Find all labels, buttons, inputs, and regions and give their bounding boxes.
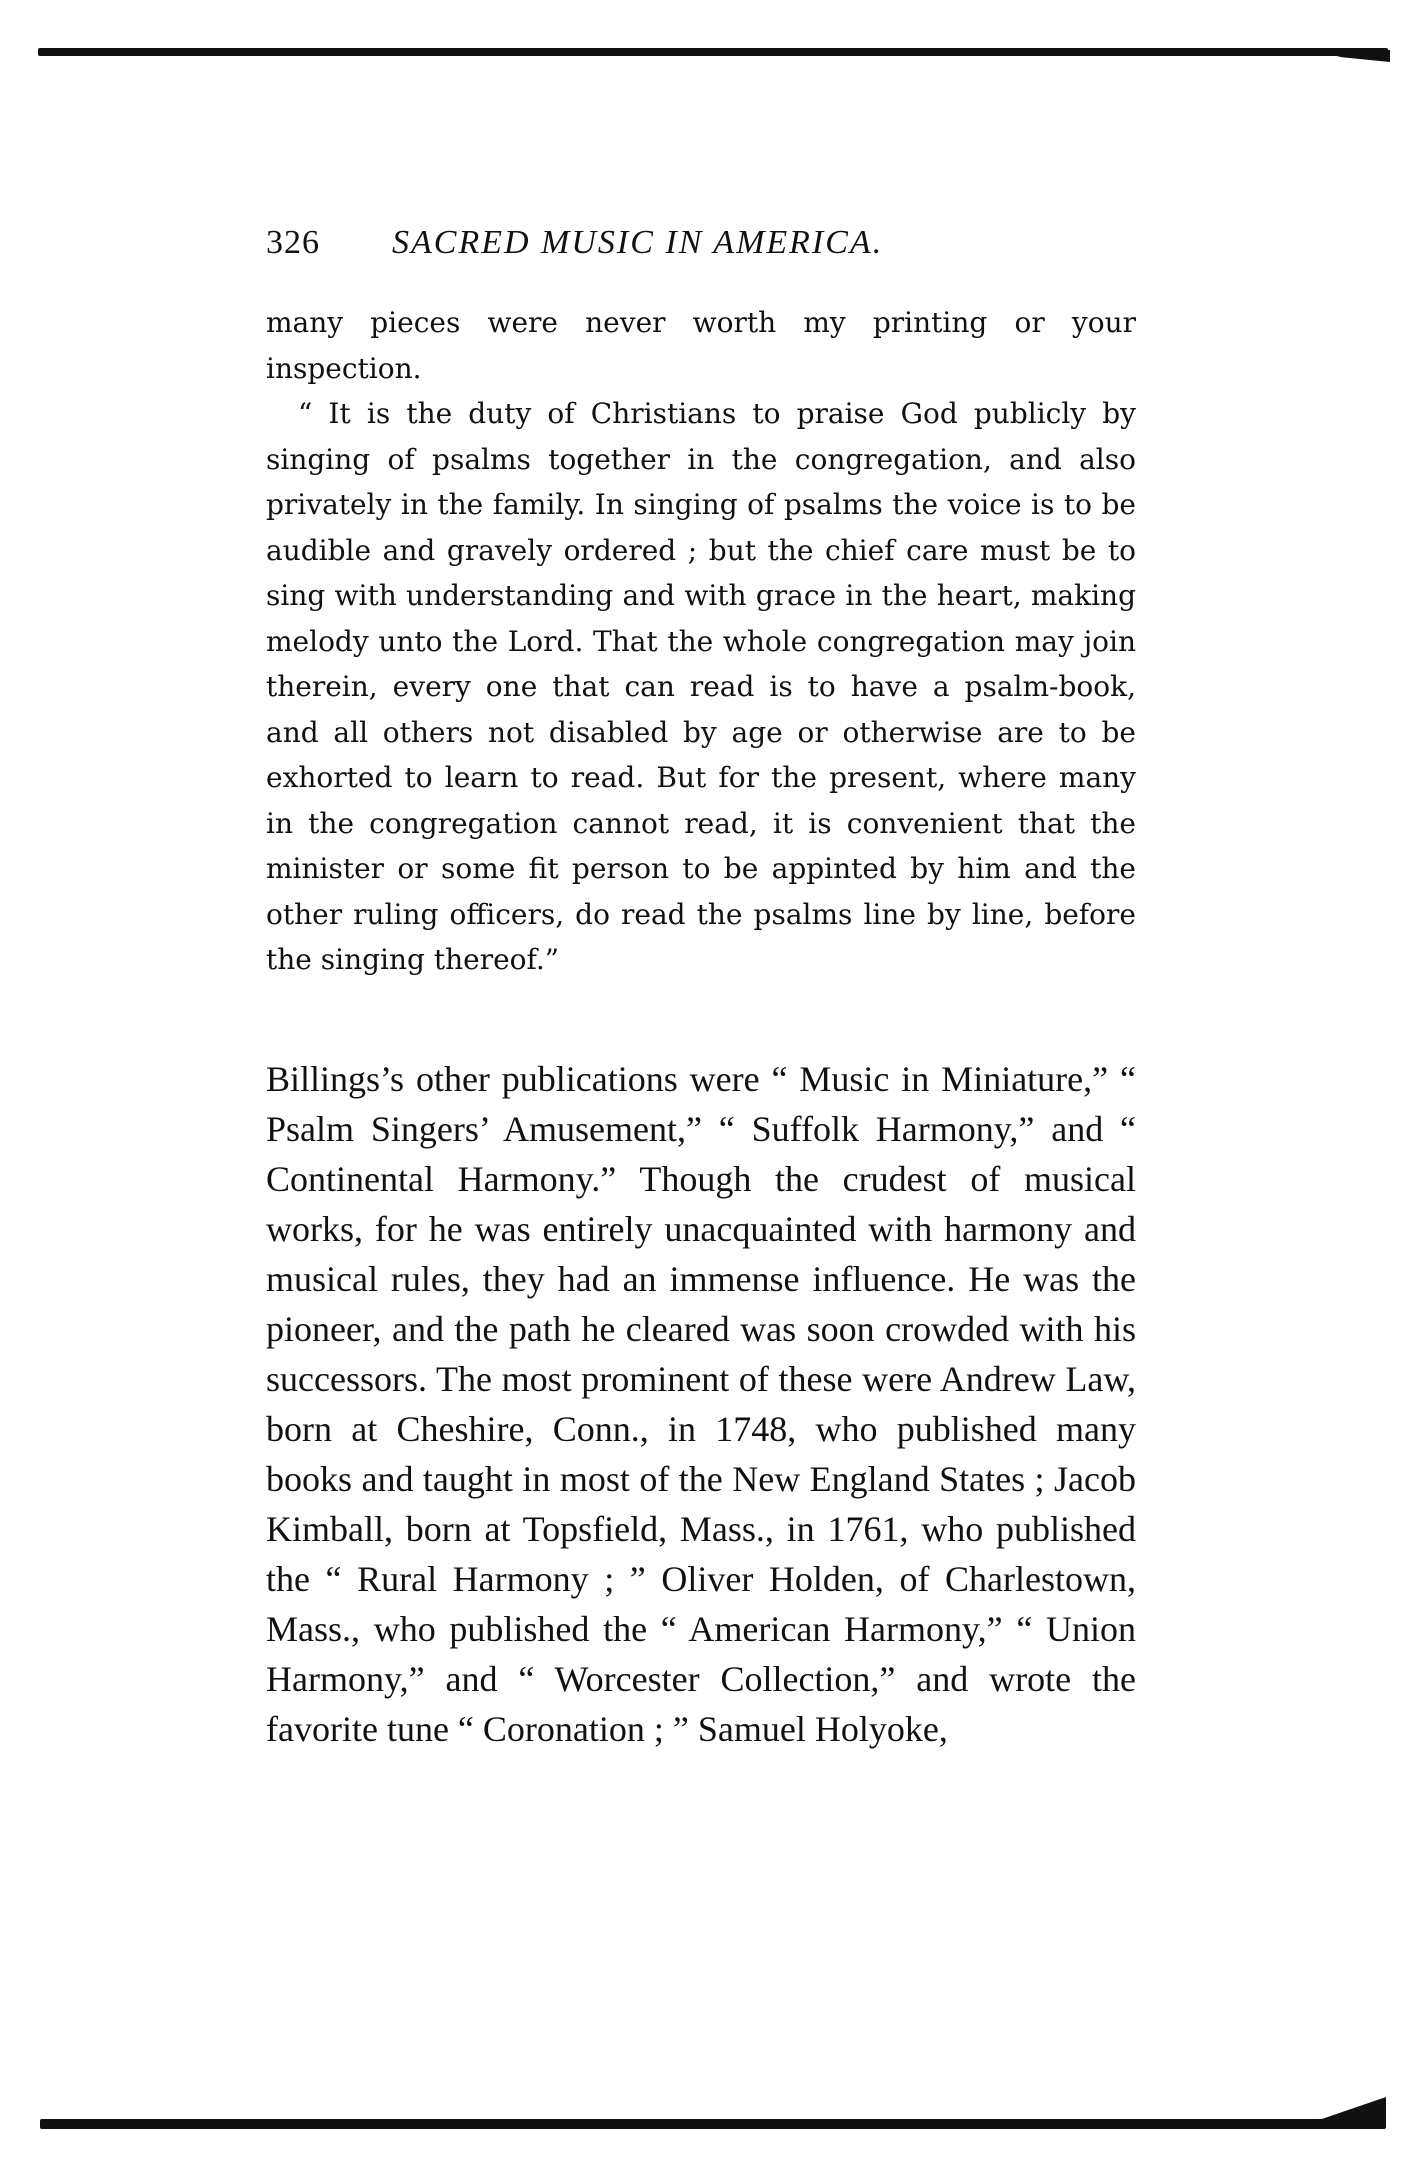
body-paragraph: Billings’s other publications were “ Music in Miniature,” “ Psalm Singers’ Amusement,” “ Suffolk Harmony,” and “ Continental Harmony.” Though the crudest of musical works, for he was entirely unacquainted with harmony and musical rules, they had an immense influence. He was the pioneer, and the path he cleared was soon crowded with his successors. The most prominent of these were Andrew Law, born at Cheshire, Conn., in 1748, who published many books and taught in most of the New England States ; Jacob Kimball, born at Topsfield, Mass., in 1761, who published the “ Rural Harmony ; ” Oliver Holden, of Charlestown, Mass., who published the “ American Harmony,” “ Union Harmony,” and “ Worcester Collection,” and wrote the favorite tune “ Coronation ; ” Samuel Holyoke, (266, 1059, 1136, 1749)
quote-paragraph: “ It is the duty of Christians to praise God publicly by singing of psalms together in the congregation, and also privately in the family. In singing of psalms the voice is to be audible and gravely ordered ; but the chief care must be to sing with understanding and with grace in the heart, making melody unto the Lord. That the whole congregation may join therein, every one that can read is to have a psalm-book, and all others not disabled by age or otherwise are to be exhorted to learn to read. But for the present, where many in the congregation cannot read, it is convenient that the minister or some fit person to be appinted by him and the other ruling officers, do read the psalms line by line, before the singing thereof.” (266, 397, 1136, 976)
body-text (266, 1054, 1136, 1754)
bottom-page-rule (40, 2119, 1386, 2129)
quote-continuation: many pieces were never worth my printing or your inspection. (266, 306, 1136, 385)
top-page-rule (38, 48, 1388, 56)
page-number: 326 (266, 224, 320, 261)
running-head (266, 218, 1166, 268)
quoted-passage (266, 300, 1136, 983)
running-title: SACRED MUSIC IN AMERICA. (392, 224, 884, 261)
